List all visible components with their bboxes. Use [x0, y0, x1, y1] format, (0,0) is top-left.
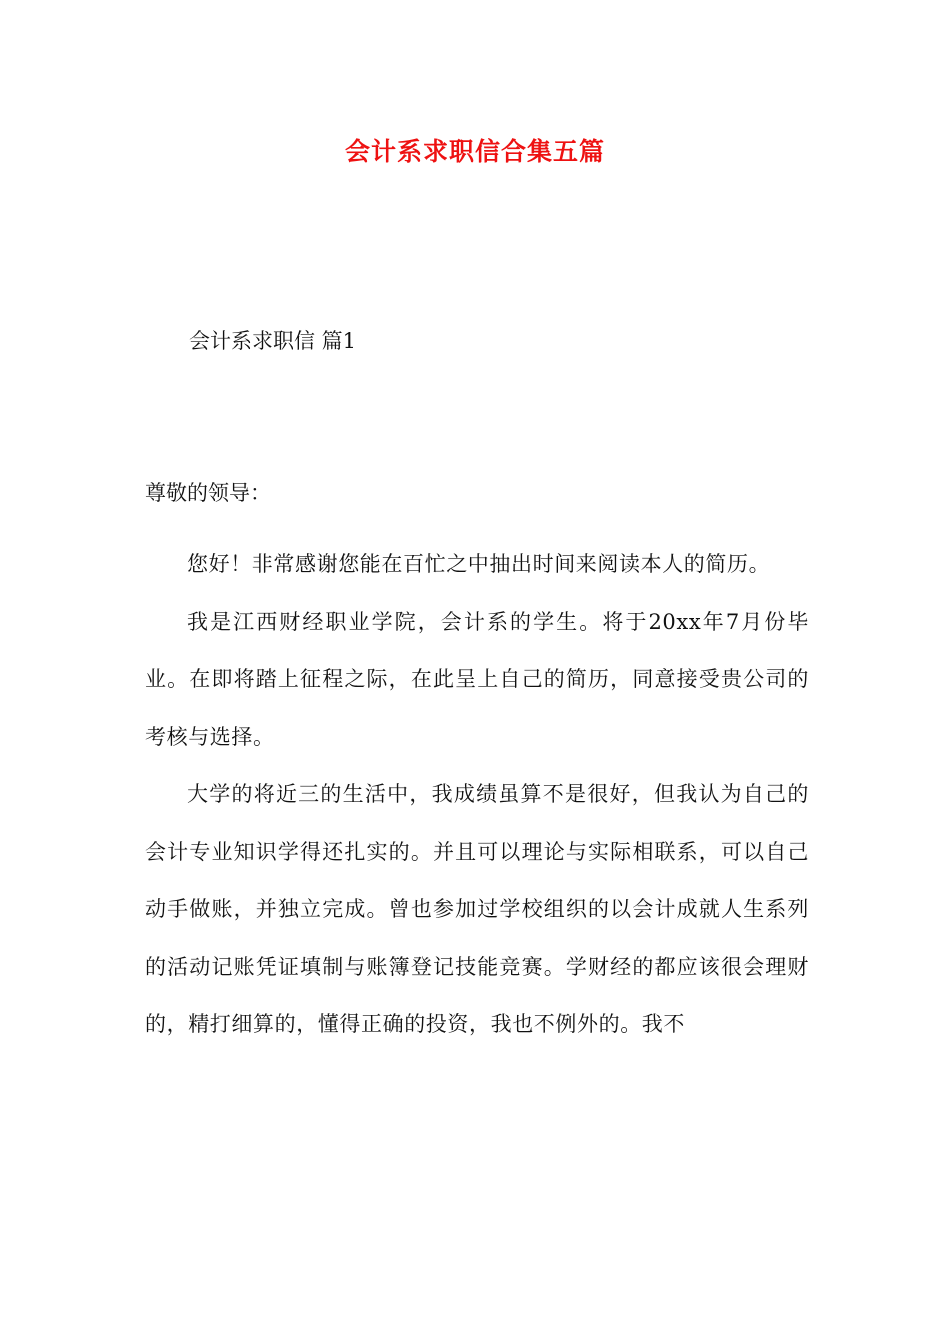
paragraph-college-life: 大学的将近三的生活中，我成绩虽算不是很好，但我认为自己的会计专业知识学得还扎实的。并且可以理论与实际相联系，可以自己动手做账，并独立完成。曾也参加过学校组织的以会计成就人生系列的活动记账凭证填制与账簿登记技能竞赛。学财经的都应该很会理财的，精打细算的，懂得正确的投资，我也不例外的。我不 — [145, 782, 809, 1036]
section-heading: 会计系求职信 篇1 — [189, 329, 357, 353]
letter-body — [145, 536, 809, 1054]
paragraph-greeting: 您好！非常感谢您能在百忙之中抽出时间来阅读本人的简历。 — [187, 552, 771, 576]
salutation: 尊敬的领导： — [145, 481, 271, 505]
paragraph-introduction: 我是江西财经职业学院，会计系的学生。将于20xx年7月份毕业。在即将踏上征程之际，在此呈上自己的简历，同意接受贵公司的考核与选择。 — [145, 609, 809, 749]
document-title: 会计系求职信合集五篇 — [344, 137, 605, 166]
